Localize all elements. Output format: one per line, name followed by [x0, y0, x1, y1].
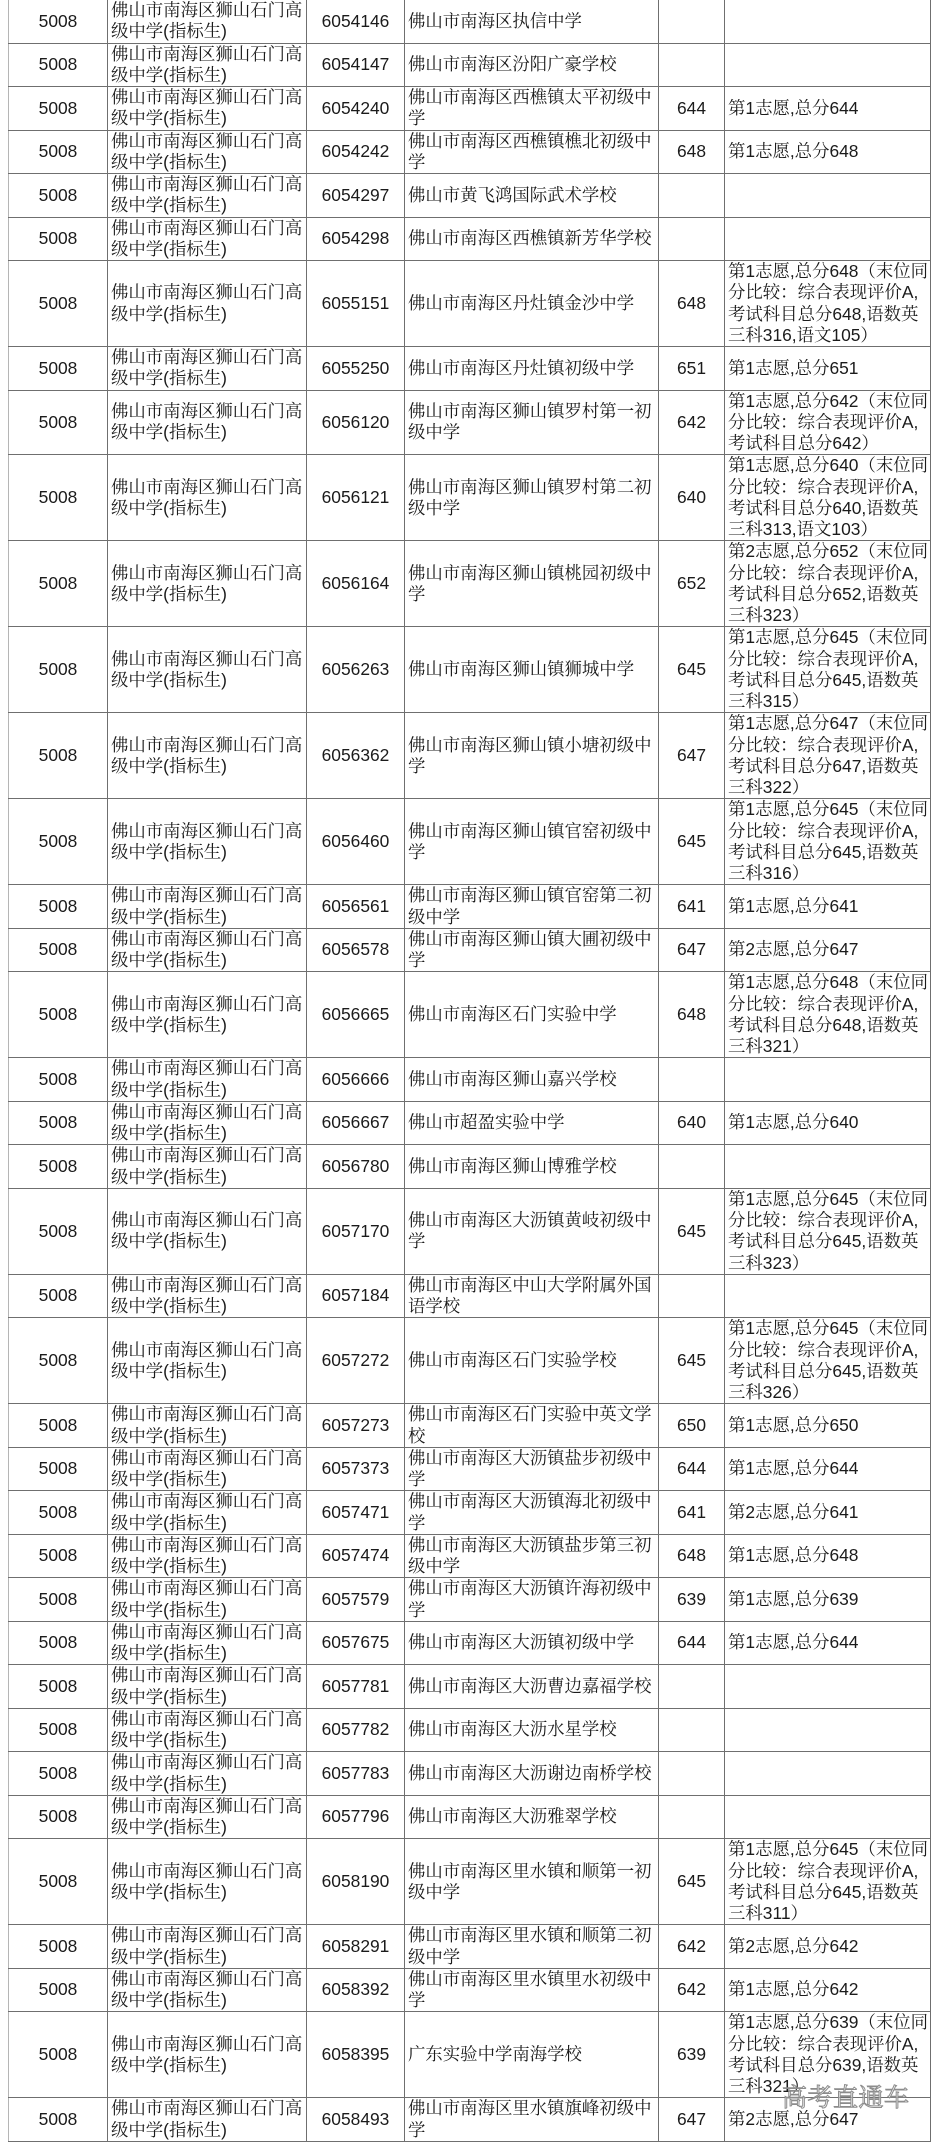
school-code-cell: 5008 — [9, 261, 108, 347]
middle-school-name-cell: 佛山市南海区狮山镇罗村第一初级中学 — [405, 390, 659, 455]
middle-school-name-cell: 佛山市南海区石门实验中英文学校 — [405, 1404, 659, 1448]
score-cell: 642 — [659, 1968, 725, 2012]
middle-school-name-cell: 佛山市南海区狮山镇官窑初级中学 — [405, 799, 659, 885]
score-cell: 644 — [659, 87, 725, 131]
middle-school-name-cell: 佛山市南海区丹灶镇金沙中学 — [405, 261, 659, 347]
note-cell: 第1志愿,总分645（末位同分比较：综合表现评价A,考试科目总分645,语数英三科323） — [725, 1188, 931, 1274]
note-cell: 第1志愿,总分640（末位同分比较：综合表现评价A,考试科目总分640,语数英三科313,语文103） — [725, 455, 931, 541]
school-code-cell: 5008 — [9, 1578, 108, 1622]
school-code-cell: 5008 — [9, 1925, 108, 1969]
high-school-cell: 佛山市南海区狮山石门高级中学(指标生) — [108, 2098, 307, 2142]
score-cell: 648 — [659, 972, 725, 1058]
middle-school-id-cell: 6057272 — [307, 1318, 405, 1404]
high-school-cell: 佛山市南海区狮山石门高级中学(指标生) — [108, 174, 307, 218]
high-school-cell: 佛山市南海区狮山石门高级中学(指标生) — [108, 217, 307, 261]
score-cell: 641 — [659, 1491, 725, 1535]
score-cell: 642 — [659, 390, 725, 455]
score-cell: 642 — [659, 1925, 725, 1969]
score-cell — [659, 0, 725, 43]
school-code-cell: 5008 — [9, 1101, 108, 1145]
middle-school-name-cell: 佛山市南海区西樵镇樵北初级中学 — [405, 130, 659, 174]
table-row — [9, 1752, 931, 1796]
school-code-cell: 5008 — [9, 1621, 108, 1665]
high-school-cell: 佛山市南海区狮山石门高级中学(指标生) — [108, 43, 307, 87]
note-cell: 第2志愿,总分641 — [725, 1491, 931, 1535]
note-cell: 第1志愿,总分642 — [725, 1968, 931, 2012]
table-row — [9, 1447, 931, 1491]
school-code-cell: 5008 — [9, 1839, 108, 1925]
school-code-cell: 5008 — [9, 1145, 108, 1189]
high-school-cell: 佛山市南海区狮山石门高级中学(指标生) — [108, 1188, 307, 1274]
middle-school-name-cell: 佛山市南海区狮山镇罗村第二初级中学 — [405, 455, 659, 541]
score-cell — [659, 1665, 725, 1709]
school-code-cell: 5008 — [9, 1058, 108, 1102]
school-code-cell: 5008 — [9, 0, 108, 43]
middle-school-id-cell: 6057579 — [307, 1578, 405, 1622]
middle-school-id-cell: 6054297 — [307, 174, 405, 218]
note-cell — [725, 1058, 931, 1102]
high-school-cell: 佛山市南海区狮山石门高级中学(指标生) — [108, 1708, 307, 1752]
note-cell: 第1志愿,总分648 — [725, 130, 931, 174]
score-cell: 651 — [659, 347, 725, 391]
note-cell: 第1志愿,总分640 — [725, 1101, 931, 1145]
note-cell: 第1志愿,总分639 — [725, 1578, 931, 1622]
table-row — [9, 1925, 931, 1969]
high-school-cell: 佛山市南海区狮山石门高级中学(指标生) — [108, 130, 307, 174]
table-row — [9, 43, 931, 87]
note-cell: 第1志愿,总分645（末位同分比较：综合表现评价A,考试科目总分645,语数英三科315） — [725, 627, 931, 713]
high-school-cell: 佛山市南海区狮山石门高级中学(指标生) — [108, 1621, 307, 1665]
middle-school-name-cell: 佛山市南海区汾阳广豪学校 — [405, 43, 659, 87]
middle-school-name-cell: 佛山市南海区狮山镇狮城中学 — [405, 627, 659, 713]
table-row — [9, 1578, 931, 1622]
note-cell: 第1志愿,总分645（末位同分比较：综合表现评价A,考试科目总分645,语数英三科311） — [725, 1839, 931, 1925]
note-cell: 第1志愿,总分648 — [725, 1534, 931, 1578]
middle-school-name-cell: 佛山市南海区大沥镇许海初级中学 — [405, 1578, 659, 1622]
note-cell — [725, 1665, 931, 1709]
score-cell: 650 — [659, 1404, 725, 1448]
table-row — [9, 1058, 931, 1102]
middle-school-name-cell: 佛山市南海区里水镇里水初级中学 — [405, 1968, 659, 2012]
high-school-cell: 佛山市南海区狮山石门高级中学(指标生) — [108, 455, 307, 541]
score-cell: 639 — [659, 1578, 725, 1622]
table-row — [9, 972, 931, 1058]
school-code-cell: 5008 — [9, 87, 108, 131]
table-row — [9, 174, 931, 218]
table-row — [9, 541, 931, 627]
score-cell: 645 — [659, 627, 725, 713]
table-row — [9, 1708, 931, 1752]
note-cell: 第2志愿,总分647 — [725, 928, 931, 972]
middle-school-name-cell: 佛山市南海区大沥水星学校 — [405, 1708, 659, 1752]
middle-school-id-cell: 6056666 — [307, 1058, 405, 1102]
school-code-cell: 5008 — [9, 1447, 108, 1491]
middle-school-id-cell: 6057373 — [307, 1447, 405, 1491]
high-school-cell: 佛山市南海区狮山石门高级中学(指标生) — [108, 2012, 307, 2098]
middle-school-name-cell: 佛山市南海区大沥镇初级中学 — [405, 1621, 659, 1665]
score-cell: 647 — [659, 713, 725, 799]
high-school-cell: 佛山市南海区狮山石门高级中学(指标生) — [108, 1318, 307, 1404]
middle-school-name-cell: 佛山市南海区狮山嘉兴学校 — [405, 1058, 659, 1102]
school-code-cell: 5008 — [9, 1491, 108, 1535]
high-school-cell: 佛山市南海区狮山石门高级中学(指标生) — [108, 261, 307, 347]
note-cell: 第1志愿,总分645（末位同分比较：综合表现评价A,考试科目总分645,语数英三科316） — [725, 799, 931, 885]
admission-table — [8, 0, 931, 2142]
school-code-cell: 5008 — [9, 541, 108, 627]
high-school-cell: 佛山市南海区狮山石门高级中学(指标生) — [108, 799, 307, 885]
note-cell: 第1志愿,总分644 — [725, 1447, 931, 1491]
middle-school-id-cell: 6057675 — [307, 1621, 405, 1665]
middle-school-id-cell: 6056561 — [307, 885, 405, 929]
score-cell — [659, 217, 725, 261]
middle-school-id-cell: 6055151 — [307, 261, 405, 347]
table-row — [9, 2098, 931, 2142]
school-code-cell: 5008 — [9, 1274, 108, 1318]
score-cell: 639 — [659, 2012, 725, 2098]
note-cell: 第1志愿,总分648（末位同分比较：综合表现评价A,考试科目总分648,语数英三科316,语文105） — [725, 261, 931, 347]
middle-school-id-cell: 6057273 — [307, 1404, 405, 1448]
note-cell — [725, 1145, 931, 1189]
school-code-cell: 5008 — [9, 347, 108, 391]
school-code-cell: 5008 — [9, 1665, 108, 1709]
note-cell — [725, 1274, 931, 1318]
table-row — [9, 1968, 931, 2012]
table-row — [9, 0, 931, 43]
middle-school-name-cell: 佛山市南海区西樵镇太平初级中学 — [405, 87, 659, 131]
school-code-cell: 5008 — [9, 799, 108, 885]
table-row — [9, 1274, 931, 1318]
middle-school-id-cell: 6054240 — [307, 87, 405, 131]
note-cell: 第1志愿,总分644 — [725, 1621, 931, 1665]
table-row — [9, 1491, 931, 1535]
middle-school-id-cell: 6057471 — [307, 1491, 405, 1535]
school-code-cell: 5008 — [9, 972, 108, 1058]
note-cell — [725, 1708, 931, 1752]
table-row — [9, 799, 931, 885]
note-cell — [725, 174, 931, 218]
school-code-cell: 5008 — [9, 174, 108, 218]
score-cell: 648 — [659, 130, 725, 174]
note-cell: 第1志愿,总分647（末位同分比较：综合表现评价A,考试科目总分647,语数英三科322） — [725, 713, 931, 799]
note-cell: 第1志愿,总分644 — [725, 87, 931, 131]
high-school-cell: 佛山市南海区狮山石门高级中学(指标生) — [108, 541, 307, 627]
middle-school-name-cell: 佛山市南海区大沥曹边嘉福学校 — [405, 1665, 659, 1709]
middle-school-id-cell: 6057184 — [307, 1274, 405, 1318]
high-school-cell: 佛山市南海区狮山石门高级中学(指标生) — [108, 972, 307, 1058]
table-row — [9, 130, 931, 174]
table-row — [9, 627, 931, 713]
middle-school-id-cell: 6054147 — [307, 43, 405, 87]
high-school-cell: 佛山市南海区狮山石门高级中学(指标生) — [108, 713, 307, 799]
school-code-cell: 5008 — [9, 2012, 108, 2098]
middle-school-name-cell: 佛山市南海区大沥谢边南桥学校 — [405, 1752, 659, 1796]
table-row — [9, 455, 931, 541]
middle-school-name-cell: 佛山市南海区里水镇旗峰初级中学 — [405, 2098, 659, 2142]
middle-school-id-cell: 6056362 — [307, 713, 405, 799]
table-row — [9, 1621, 931, 1665]
score-cell: 648 — [659, 261, 725, 347]
school-code-cell: 5008 — [9, 2098, 108, 2142]
middle-school-name-cell: 佛山市南海区狮山镇官窑第二初级中学 — [405, 885, 659, 929]
high-school-cell: 佛山市南海区狮山石门高级中学(指标生) — [108, 1534, 307, 1578]
high-school-cell: 佛山市南海区狮山石门高级中学(指标生) — [108, 627, 307, 713]
school-code-cell: 5008 — [9, 1795, 108, 1839]
note-cell — [725, 1752, 931, 1796]
high-school-cell: 佛山市南海区狮山石门高级中学(指标生) — [108, 1101, 307, 1145]
middle-school-id-cell: 6054298 — [307, 217, 405, 261]
middle-school-name-cell: 佛山市南海区狮山博雅学校 — [405, 1145, 659, 1189]
middle-school-id-cell: 6058291 — [307, 1925, 405, 1969]
table-row — [9, 1795, 931, 1839]
middle-school-name-cell: 佛山市南海区里水镇和顺第一初级中学 — [405, 1839, 659, 1925]
school-code-cell: 5008 — [9, 928, 108, 972]
score-cell — [659, 1795, 725, 1839]
school-code-cell: 5008 — [9, 1318, 108, 1404]
middle-school-name-cell: 佛山市南海区狮山镇大圃初级中学 — [405, 928, 659, 972]
note-cell — [725, 43, 931, 87]
score-cell: 640 — [659, 1101, 725, 1145]
middle-school-id-cell: 6056667 — [307, 1101, 405, 1145]
middle-school-id-cell: 6057474 — [307, 1534, 405, 1578]
middle-school-name-cell: 佛山市南海区狮山镇小塘初级中学 — [405, 713, 659, 799]
note-cell — [725, 217, 931, 261]
middle-school-id-cell: 6058395 — [307, 2012, 405, 2098]
school-code-cell: 5008 — [9, 217, 108, 261]
school-code-cell: 5008 — [9, 885, 108, 929]
high-school-cell: 佛山市南海区狮山石门高级中学(指标生) — [108, 1447, 307, 1491]
middle-school-name-cell: 佛山市南海区大沥镇盐步第三初级中学 — [405, 1534, 659, 1578]
high-school-cell: 佛山市南海区狮山石门高级中学(指标生) — [108, 0, 307, 43]
middle-school-id-cell: 6058190 — [307, 1839, 405, 1925]
note-cell: 第2志愿,总分652（末位同分比较：综合表现评价A,考试科目总分652,语数英三科323） — [725, 541, 931, 627]
middle-school-id-cell: 6054242 — [307, 130, 405, 174]
middle-school-id-cell: 6056578 — [307, 928, 405, 972]
score-cell — [659, 1752, 725, 1796]
note-cell: 第1志愿,总分651 — [725, 347, 931, 391]
note-cell: 第1志愿,总分645（末位同分比较：综合表现评价A,考试科目总分645,语数英三科326） — [725, 1318, 931, 1404]
score-cell: 644 — [659, 1621, 725, 1665]
score-cell: 645 — [659, 1318, 725, 1404]
middle-school-id-cell: 6056780 — [307, 1145, 405, 1189]
middle-school-id-cell: 6056263 — [307, 627, 405, 713]
middle-school-id-cell: 6054146 — [307, 0, 405, 43]
middle-school-name-cell: 佛山市南海区丹灶镇初级中学 — [405, 347, 659, 391]
high-school-cell: 佛山市南海区狮山石门高级中学(指标生) — [108, 1795, 307, 1839]
high-school-cell: 佛山市南海区狮山石门高级中学(指标生) — [108, 1665, 307, 1709]
middle-school-name-cell: 佛山市南海区大沥镇黄岐初级中学 — [405, 1188, 659, 1274]
table-row — [9, 713, 931, 799]
middle-school-name-cell: 佛山市南海区西樵镇新芳华学校 — [405, 217, 659, 261]
middle-school-id-cell: 6057783 — [307, 1752, 405, 1796]
high-school-cell: 佛山市南海区狮山石门高级中学(指标生) — [108, 347, 307, 391]
high-school-cell: 佛山市南海区狮山石门高级中学(指标生) — [108, 1058, 307, 1102]
high-school-cell: 佛山市南海区狮山石门高级中学(指标生) — [108, 1145, 307, 1189]
table-body — [9, 0, 931, 2141]
school-code-cell: 5008 — [9, 1752, 108, 1796]
school-code-cell: 5008 — [9, 390, 108, 455]
table-row — [9, 217, 931, 261]
high-school-cell: 佛山市南海区狮山石门高级中学(指标生) — [108, 1274, 307, 1318]
middle-school-name-cell: 佛山市南海区里水镇和顺第二初级中学 — [405, 1925, 659, 1969]
high-school-cell: 佛山市南海区狮山石门高级中学(指标生) — [108, 1491, 307, 1535]
high-school-cell: 佛山市南海区狮山石门高级中学(指标生) — [108, 1578, 307, 1622]
table-row — [9, 1665, 931, 1709]
note-cell: 第1志愿,总分650 — [725, 1404, 931, 1448]
score-cell: 645 — [659, 1839, 725, 1925]
school-code-cell: 5008 — [9, 130, 108, 174]
score-cell — [659, 43, 725, 87]
high-school-cell: 佛山市南海区狮山石门高级中学(指标生) — [108, 1404, 307, 1448]
middle-school-name-cell: 佛山市南海区中山大学附属外国语学校 — [405, 1274, 659, 1318]
high-school-cell: 佛山市南海区狮山石门高级中学(指标生) — [108, 885, 307, 929]
table-row — [9, 1534, 931, 1578]
middle-school-name-cell: 佛山市超盈实验中学 — [405, 1101, 659, 1145]
note-cell: 第1志愿,总分641 — [725, 885, 931, 929]
school-code-cell: 5008 — [9, 1404, 108, 1448]
score-cell: 647 — [659, 928, 725, 972]
score-cell — [659, 174, 725, 218]
score-cell — [659, 1708, 725, 1752]
school-code-cell: 5008 — [9, 43, 108, 87]
table-row — [9, 885, 931, 929]
high-school-cell: 佛山市南海区狮山石门高级中学(指标生) — [108, 87, 307, 131]
middle-school-name-cell: 佛山市南海区大沥镇海北初级中学 — [405, 1491, 659, 1535]
middle-school-name-cell: 佛山市南海区执信中学 — [405, 0, 659, 43]
middle-school-id-cell: 6057796 — [307, 1795, 405, 1839]
table-row — [9, 928, 931, 972]
high-school-cell: 佛山市南海区狮山石门高级中学(指标生) — [108, 1968, 307, 2012]
middle-school-id-cell: 6056121 — [307, 455, 405, 541]
score-cell: 645 — [659, 799, 725, 885]
score-cell: 641 — [659, 885, 725, 929]
score-cell — [659, 1058, 725, 1102]
high-school-cell: 佛山市南海区狮山石门高级中学(指标生) — [108, 1839, 307, 1925]
score-cell: 644 — [659, 1447, 725, 1491]
middle-school-name-cell: 佛山市南海区石门实验中学 — [405, 972, 659, 1058]
score-cell: 648 — [659, 1534, 725, 1578]
note-cell: 第1志愿,总分648（末位同分比较：综合表现评价A,考试科目总分648,语数英三科321） — [725, 972, 931, 1058]
middle-school-name-cell: 广东实验中学南海学校 — [405, 2012, 659, 2098]
table-row — [9, 87, 931, 131]
score-cell: 647 — [659, 2098, 725, 2142]
middle-school-id-cell: 6055250 — [307, 347, 405, 391]
table-row — [9, 347, 931, 391]
table-row — [9, 390, 931, 455]
score-cell: 652 — [659, 541, 725, 627]
watermark-text: 高考直通车 — [782, 2083, 910, 2112]
note-cell: 第1志愿,总分642（末位同分比较：综合表现评价A,考试科目总分642） — [725, 390, 931, 455]
middle-school-id-cell: 6056164 — [307, 541, 405, 627]
middle-school-name-cell: 佛山市南海区大沥镇盐步初级中学 — [405, 1447, 659, 1491]
score-cell: 640 — [659, 455, 725, 541]
table-row — [9, 1101, 931, 1145]
score-cell — [659, 1274, 725, 1318]
school-code-cell: 5008 — [9, 455, 108, 541]
school-code-cell: 5008 — [9, 1708, 108, 1752]
middle-school-name-cell: 佛山市南海区石门实验学校 — [405, 1318, 659, 1404]
table-row — [9, 1318, 931, 1404]
middle-school-name-cell: 佛山市黄飞鸿国际武术学校 — [405, 174, 659, 218]
high-school-cell: 佛山市南海区狮山石门高级中学(指标生) — [108, 390, 307, 455]
middle-school-id-cell: 6056120 — [307, 390, 405, 455]
note-cell: 第2志愿,总分642 — [725, 1925, 931, 1969]
high-school-cell: 佛山市南海区狮山石门高级中学(指标生) — [108, 1925, 307, 1969]
school-code-cell: 5008 — [9, 1534, 108, 1578]
table-row — [9, 1145, 931, 1189]
middle-school-id-cell: 6057170 — [307, 1188, 405, 1274]
table-row — [9, 1839, 931, 1925]
note-cell — [725, 0, 931, 43]
middle-school-id-cell: 6058493 — [307, 2098, 405, 2142]
middle-school-id-cell: 6056665 — [307, 972, 405, 1058]
school-code-cell: 5008 — [9, 1968, 108, 2012]
note-cell — [725, 1795, 931, 1839]
middle-school-name-cell: 佛山市南海区大沥雅翠学校 — [405, 1795, 659, 1839]
note-cell: 第1志愿,总分639（末位同分比较：综合表现评价A,考试科目总分639,语数英三科321） — [725, 2012, 931, 2098]
note-cell: 第2志愿,总分647 — [725, 2098, 931, 2142]
middle-school-name-cell: 佛山市南海区狮山镇桃园初级中学 — [405, 541, 659, 627]
school-code-cell: 5008 — [9, 713, 108, 799]
score-cell: 645 — [659, 1188, 725, 1274]
table-row — [9, 1188, 931, 1274]
high-school-cell: 佛山市南海区狮山石门高级中学(指标生) — [108, 1752, 307, 1796]
table-row — [9, 2012, 931, 2098]
table-row — [9, 1404, 931, 1448]
middle-school-id-cell: 6058392 — [307, 1968, 405, 2012]
score-cell — [659, 1145, 725, 1189]
middle-school-id-cell: 6057782 — [307, 1708, 405, 1752]
school-code-cell: 5008 — [9, 627, 108, 713]
middle-school-id-cell: 6057781 — [307, 1665, 405, 1709]
middle-school-id-cell: 6056460 — [307, 799, 405, 885]
table-row — [9, 261, 931, 347]
high-school-cell: 佛山市南海区狮山石门高级中学(指标生) — [108, 928, 307, 972]
school-code-cell: 5008 — [9, 1188, 108, 1274]
